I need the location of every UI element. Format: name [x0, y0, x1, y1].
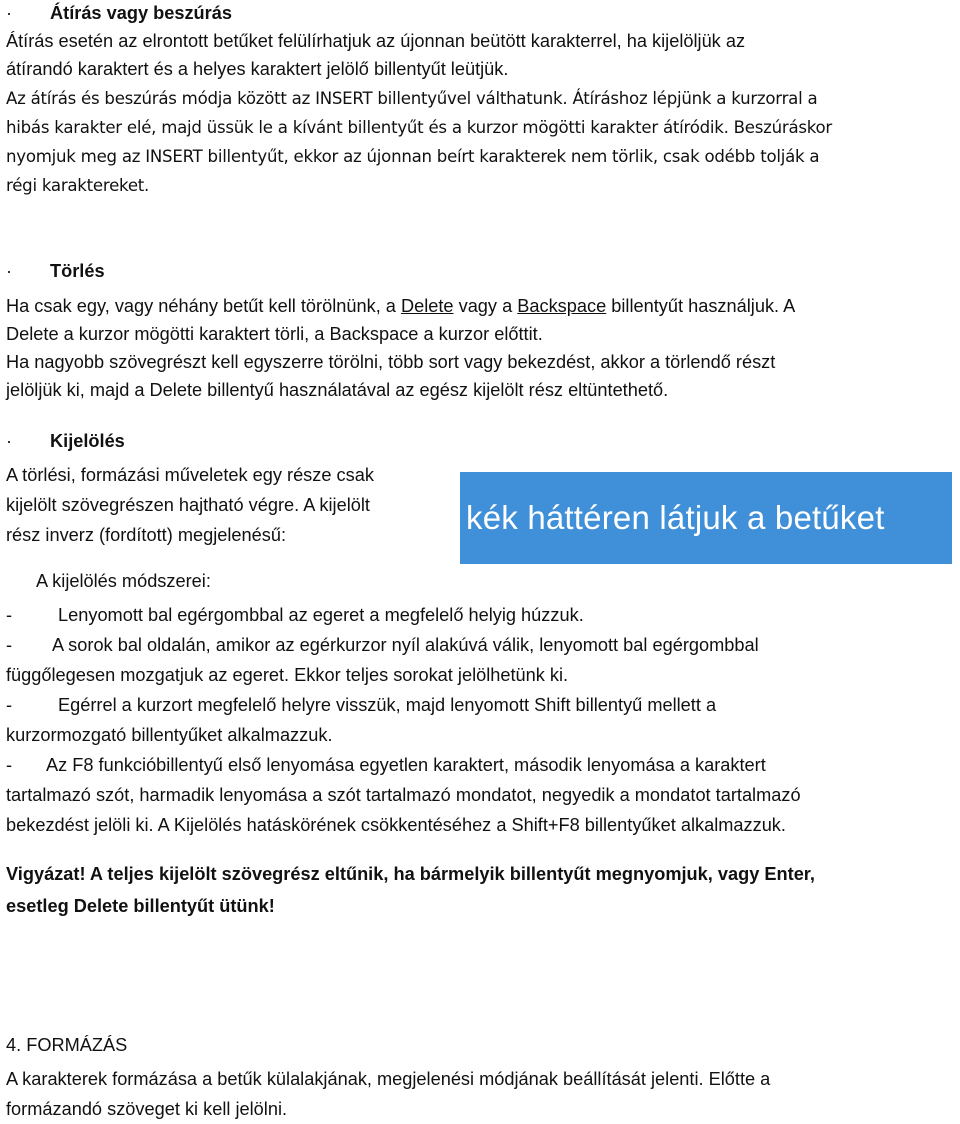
- list-line: függőlegesen mozgatjuk az egeret. Ekkor teljes sorokat jelölhetünk ki.: [6, 665, 569, 685]
- list-item: [6, 600, 956, 630]
- list-line: bekezdést jelöli ki. A Kijelölés hatáskörének csökkentéséhez a Shift+F8 billentyűket alkalmazzuk.: [6, 815, 786, 835]
- paragraph-line: átírandó karaktert és a helyes karaktert jelölő billentyűt leütjük.: [6, 58, 509, 79]
- list-text: A sorok bal oldalán, amikor az egérkurzor nyíl alakúvá válik, lenyomott bal egérgombbal: [52, 635, 759, 655]
- list-line: tartalmazó szót, harmadik lenyomása a szót tartalmazó mondatot, negyedik a mondatot tartalmazó: [6, 785, 801, 805]
- dash-marker: -: [6, 755, 13, 775]
- section-torles-body: [6, 292, 956, 404]
- paragraph-line: régi karaktereket.: [6, 175, 150, 195]
- selection-sample-text: kék háttéren látjuk a betűket: [466, 499, 885, 536]
- paragraph-line: kijelölt szövegrészen hajtható végre. A kijelölt: [6, 495, 370, 515]
- list-line: [6, 750, 956, 780]
- paragraph-line: Átírás esetén az elrontott betűket felülírhatjuk az újonnan beütött karakterrel, ha kijelöljük az: [6, 31, 746, 51]
- methods-title: A kijelölés módszerei:: [36, 571, 211, 591]
- list-item: [6, 750, 956, 840]
- paragraph-line: nyomjuk meg az INSERT billentyűt, ekkor az újonnan beírt karakterek nem törlik, csak odébb tolják a: [6, 146, 820, 166]
- list-line: kurzormozgató billentyűket alkalmazzuk.: [6, 725, 333, 745]
- text-run: Ha csak egy, vagy néhány betűt kell törölnünk, a: [6, 296, 401, 316]
- list-item: [6, 690, 956, 750]
- section-atiras-heading: [6, 0, 232, 28]
- section-formazas-heading: 4. FORMÁZÁS: [6, 1035, 128, 1055]
- methods-list: [6, 600, 956, 840]
- section-torles-heading: [6, 258, 105, 286]
- section-title: Törlés: [50, 261, 105, 281]
- paragraph-line: rész inverz (fordított) megjelenésű:: [6, 525, 286, 545]
- list-item: [6, 630, 956, 690]
- list-line: [6, 630, 956, 660]
- section-formazas-body: [6, 1064, 956, 1124]
- bullet-icon: ·: [6, 261, 13, 281]
- section-kijeloles-heading: [6, 428, 125, 456]
- list-line: [6, 690, 956, 720]
- warning-line: esetleg Delete billentyűt ütünk!: [6, 896, 275, 916]
- list-text: Egérrel a kurzort megfelelő helyre visszük, majd lenyomott Shift billentyű mellett a: [58, 695, 717, 715]
- paragraph-line: [6, 292, 956, 320]
- paragraph-line: Az átírás és beszúrás módja között az INSERT billentyűvel válthatunk. Átíráshoz lépjünk a kurzorral a: [6, 88, 818, 108]
- paragraph-line: A törlési, formázási műveletek egy része csak: [6, 465, 374, 485]
- list-text: Az F8 funkcióbillentyű első lenyomása egyetlen karaktert, második lenyomása a karaktert: [46, 755, 766, 775]
- backspace-key-term: Backspace: [517, 296, 607, 316]
- warning-block: [6, 858, 956, 922]
- bullet-icon: ·: [6, 431, 13, 451]
- selection-sample-box: [460, 472, 952, 564]
- paragraph-line: Ha nagyobb szövegrészt kell egyszerre törölni, több sort vagy bekezdést, akkor a törlendő részt: [6, 352, 776, 372]
- paragraph-line: A karakterek formázása a betűk külalakjának, megjelenési módjának beállítását jelenti. Előtte a: [6, 1069, 771, 1089]
- delete-key-term: Delete: [400, 296, 454, 316]
- dash-marker: -: [6, 695, 13, 715]
- warning-line: Vigyázat! A teljes kijelölt szövegrész eltűnik, ha bármelyik billentyűt megnyomjuk, vagy Enter,: [6, 864, 815, 884]
- text-run: billentyűt használjuk. A: [606, 296, 796, 316]
- dash-marker: -: [6, 605, 13, 625]
- list-line: [6, 600, 956, 630]
- dash-marker: -: [6, 635, 13, 655]
- text-run: vagy a: [453, 296, 518, 316]
- section-title: Kijelölés: [50, 431, 125, 451]
- list-text: Lenyomott bal egérgombbal az egeret a megfelelő helyig húzzuk.: [58, 605, 584, 625]
- paragraph-line: Delete a kurzor mögötti karaktert törli, a Backspace a kurzor előttit.: [6, 324, 543, 344]
- section-title: Átírás vagy beszúrás: [50, 3, 232, 23]
- section-kijeloles-intro: [6, 460, 456, 550]
- paragraph-line: hibás karakter elé, majd üssük le a kívánt billentyűt és a kurzor mögötti karakter átíródik. Beszúráskor: [6, 117, 833, 137]
- paragraph-line: jelöljük ki, majd a Delete billentyű használatával az egész kijelölt rész eltüntethető.: [6, 380, 669, 400]
- section-atiras-body: [6, 28, 956, 200]
- paragraph-line: formázandó szöveget ki kell jelölni.: [6, 1099, 288, 1119]
- bullet-icon: ·: [6, 3, 13, 23]
